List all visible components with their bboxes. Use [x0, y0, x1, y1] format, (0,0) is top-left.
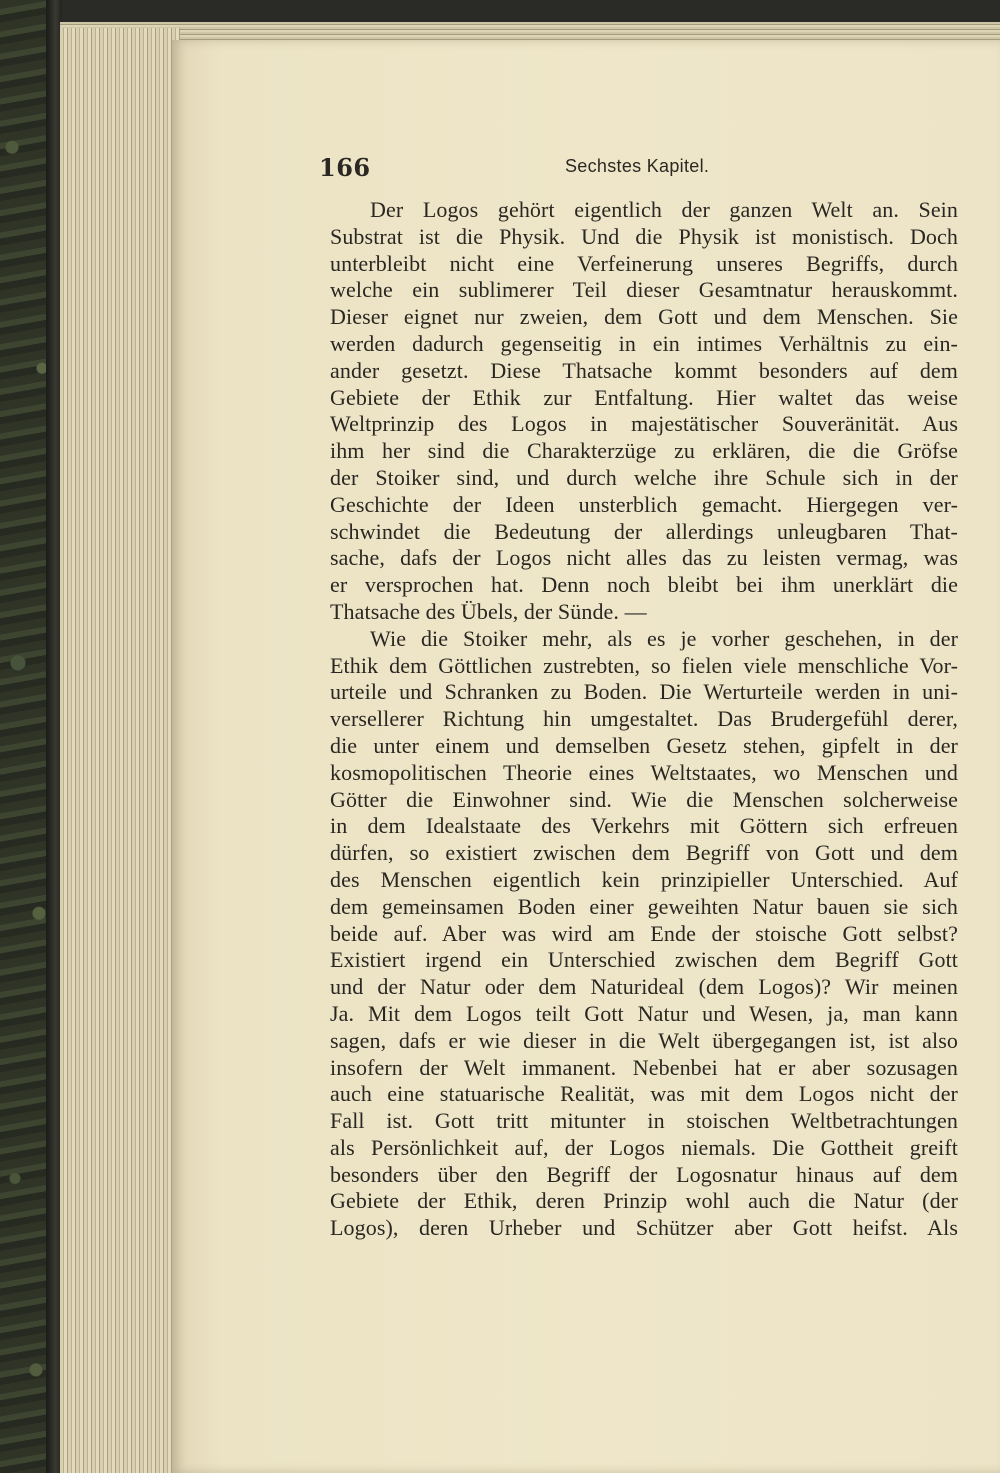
text-line: Weltprinzip des Logos in majestätischer Souveränität. Aus	[330, 411, 958, 437]
text-line: urteile und Schranken zu Boden. Die Werturteile werden in uni-	[330, 679, 958, 705]
text-line: Gebiete der Ethik zur Entfaltung. Hier waltet das weise	[330, 384, 958, 410]
text-line: ander gesetzt. Diese Thatsache kommt besonders auf dem	[330, 357, 958, 383]
text-line: Existiert irgend ein Unterschied zwischen dem Begriff Gott	[330, 947, 958, 973]
text-line: Ja. Mit dem Logos teilt Gott Natur und Wesen, ja, man kann	[330, 1000, 958, 1026]
text-line: in dem Idealstaate des Verkehrs mit Göttern sich erfreuen	[330, 813, 958, 839]
text-line: Thatsache des Übels, der Sünde. —	[330, 598, 647, 624]
text-line: Der Logos gehört eigentlich der ganzen Welt an. Sein	[370, 197, 958, 222]
text-line: kosmopolitischen Theorie eines Weltstaates, wo Menschen und	[330, 759, 958, 785]
text-line: Geschichte der Ideen unsterblich gemacht. Hiergegen ver-	[330, 491, 958, 517]
text-line: Götter die Einwohner sind. Wie die Menschen solcherweise	[330, 786, 958, 812]
text-line: Wie die Stoiker mehr, als es je vorher geschehen, in der	[370, 625, 958, 651]
text-line: die unter einem und demselben Gesetz stehen, gipfelt in der	[330, 732, 958, 758]
page-stack-top	[60, 22, 1000, 42]
text-line: insofern der Welt immanent. Nebenbei hat er aber sozusagen	[330, 1054, 958, 1080]
text-line: sagen, dafs er wie dieser in die Welt übergegangen ist, ist also	[330, 1027, 958, 1053]
text-line: versellerer Richtung hin umgestaltet. Das Brudergefühl derer,	[330, 706, 958, 732]
text-line: Gebiete der Ethik, deren Prinzip wohl auch die Natur (der	[330, 1188, 958, 1214]
text-line: als Persönlichkeit auf, der Logos niemals. Die Gottheit greift	[330, 1134, 958, 1160]
text-line: Logos), deren Urheber und Schützer aber Gott heifst. Als	[330, 1215, 958, 1241]
text-line: Dieser eignet nur zweien, dem Gott und dem Menschen. Sie	[330, 304, 958, 330]
text-line: unterbleibt nicht eine Verfeinerung unseres Begriffs, durch	[330, 250, 958, 276]
text-line: und der Natur oder dem Naturideal (dem Logos)? Wir meinen	[330, 974, 958, 1000]
text-line: sache, dafs der Logos nicht alles das zu leisten vermag, was	[330, 545, 958, 571]
running-title: Sechstes Kapitel.	[565, 156, 710, 176]
text-line: welche ein sublimerer Teil dieser Gesamtnatur herauskommt.	[330, 277, 958, 303]
book-page	[172, 40, 1000, 1473]
text-line: Ethik dem Göttlichen zustrebten, so fielen viele menschliche Vor-	[330, 652, 958, 678]
text-line: besonders über den Begriff der Logosnatur hinaus auf dem	[330, 1161, 958, 1187]
text-line: Fall ist. Gott tritt mitunter in stoischen Weltbetrachtungen	[330, 1108, 958, 1134]
text-line: auch eine statuarische Realität, was mit dem Logos nicht der	[330, 1081, 958, 1107]
body-text	[330, 197, 958, 1242]
text-line: dürfen, so existiert zwischen dem Begriff von Gott und dem	[330, 840, 958, 866]
page-header	[319, 153, 939, 193]
page-number: 166	[319, 153, 371, 182]
text-line: beide auf. Aber was wird am Ende der stoische Gott selbst?	[330, 920, 958, 946]
text-line: schwindet die Bedeutung der allerdings unleugbaren That-	[330, 518, 958, 544]
text-line: des Menschen eigentlich kein prinzipieller Unterschied. Auf	[330, 866, 958, 892]
text-line: er versprochen hat. Denn noch bleibt bei ihm unerklärt die	[330, 572, 958, 598]
text-line: ihm her sind die Charakterzüge zu erklären, die die Gröfse	[330, 438, 958, 464]
text-line: werden dadurch gegenseitig in ein intimes Verhältnis zu ein-	[330, 330, 958, 356]
text-line: der Stoiker sind, und durch welche ihre Schule sich in der	[330, 464, 958, 490]
page-stack-edges	[60, 28, 180, 1473]
text-line: Substrat ist die Physik. Und die Physik ist monistisch. Doch	[330, 223, 958, 249]
text-line: dem gemeinsamen Boden einer geweihten Natur bauen sie sich	[330, 893, 958, 919]
